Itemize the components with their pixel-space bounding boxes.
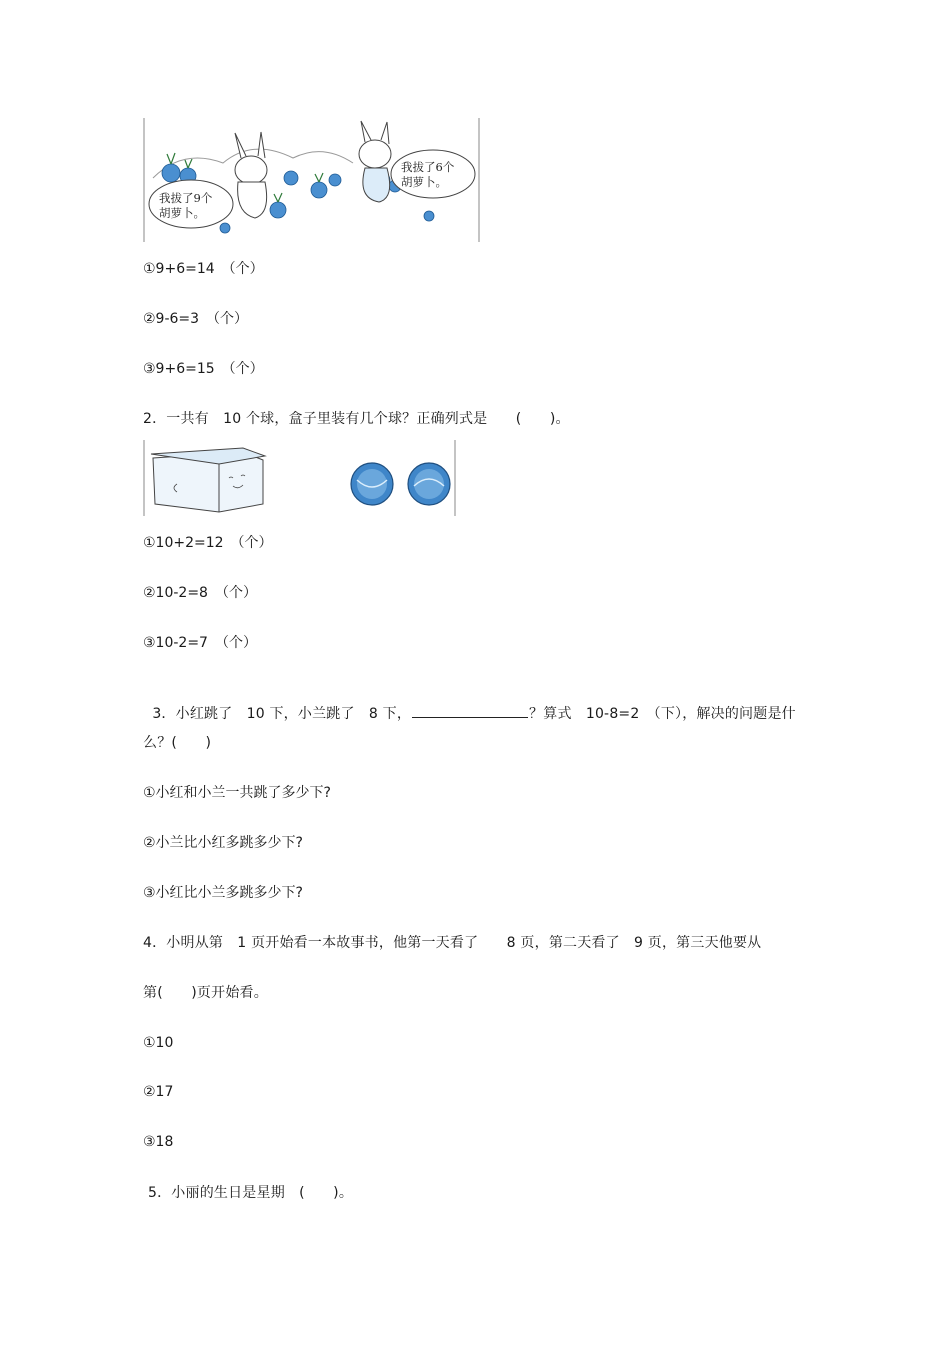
- q3-option-2: ②小兰比小红多跳多少下?: [143, 835, 303, 851]
- q2-option-1: ①10+2=12 （个）: [143, 535, 273, 551]
- box-balls-figure: [143, 440, 456, 516]
- q3-stem-part-b: ？算式 10-8=2 （下），解决的问题是什: [529, 706, 796, 722]
- q3-stem-line2: 么？( ): [143, 735, 212, 751]
- q4-option-1: ①10: [143, 1035, 174, 1051]
- rabbits-carrots-figure: [143, 118, 480, 242]
- q2-option-2: ②10-2=8 （个）: [143, 585, 257, 601]
- q2-option-3: ③10-2=7 （个）: [143, 635, 257, 651]
- right-bubble-line1: 我拔了6个: [401, 160, 455, 174]
- q1-option-1: ①9+6=14 （个）: [143, 261, 264, 277]
- q4-option-2: ②17: [143, 1084, 174, 1100]
- q4-option-3: ③18: [143, 1134, 174, 1150]
- q4-stem-line2: 第( )页开始看。: [143, 985, 268, 1001]
- q2-stem: 2．一共有 10 个球，盒子里装有几个球？正确列式是 ( )。: [143, 411, 570, 427]
- q5-stem: 5．小丽的生日是星期 ( )。: [148, 1185, 354, 1201]
- q3-option-3: ③小红比小兰多跳多少下?: [143, 885, 303, 901]
- q3-option-1: ①小红和小兰一共跳了多少下?: [143, 785, 331, 801]
- q1-option-3: ③9+6=15 （个）: [143, 361, 264, 377]
- right-bubble-line2: 胡萝卜。: [401, 175, 447, 189]
- q3-stem-line1: [143, 683, 796, 724]
- q4-stem-line1: 4．小明从第 1 页开始看一本故事书，他第一天看了 8 页，第二天看了 9 页，第三天他要从: [143, 935, 762, 951]
- left-bubble-line1: 我拔了9个: [159, 191, 213, 205]
- q1-option-2: ②9-6=3 （个）: [143, 311, 249, 327]
- q3-stem-part-a: 3．小红跳了 10 下，小兰跳了 8 下，: [152, 706, 412, 722]
- q3-answer-blank[interactable]: [412, 703, 528, 718]
- left-bubble-line2: 胡萝卜。: [159, 206, 205, 220]
